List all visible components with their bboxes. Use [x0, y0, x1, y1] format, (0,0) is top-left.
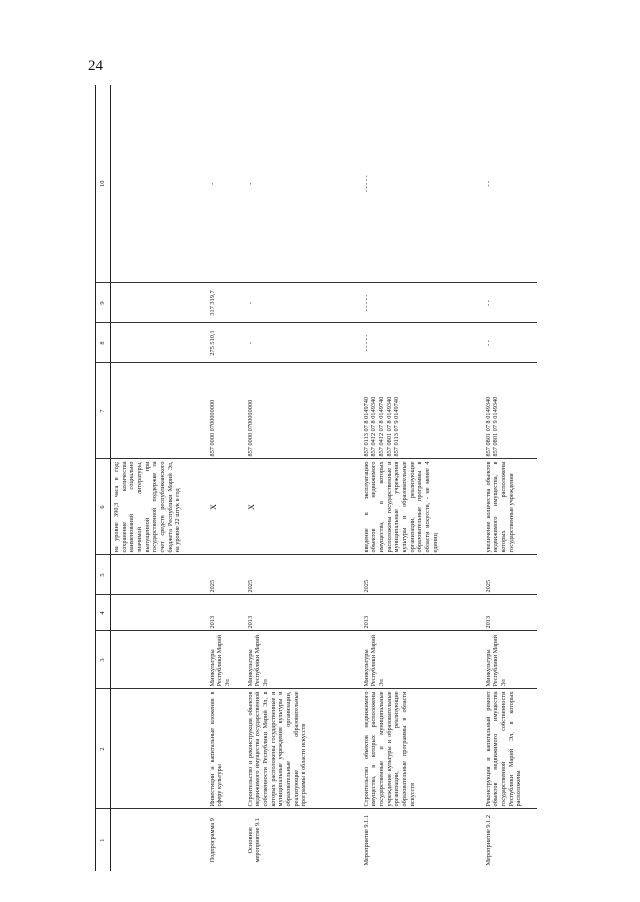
table-row: [207, 85, 245, 871]
row-start-year: 2013: [245, 595, 361, 631]
row-value-8: 275 510,1: [207, 323, 245, 363]
row-codes: [111, 363, 207, 459]
header-cell: 3: [96, 631, 111, 689]
row-end-year: 2025: [361, 555, 483, 595]
row-label: Мероприятие 9.1.2: [484, 815, 492, 866]
row-executor: Минкультуры Республики Марий Эл: [483, 631, 537, 689]
table-row: [245, 85, 361, 871]
row-value-8: - - - - -: [361, 323, 483, 363]
row-start-year: 2013: [361, 595, 483, 631]
budget-code: 857 0801 07 8 0149340: [484, 396, 492, 457]
budget-code: 857 0113 07 8 0149740: [362, 396, 370, 457]
row-label: Подпрограмма 9: [208, 818, 216, 863]
row-result: увеличение количества объектов недвижимого имущества, в которых расположены государственные учреждения: [483, 459, 537, 555]
row-label: [111, 809, 207, 871]
row-value-9: 317 319,7: [207, 283, 245, 323]
row-value-10: -: [207, 85, 245, 283]
row-result: введение в эксплуатацию объектов недвижимого имущества, в которых расположены государственные и муниципальные учреждения культуры и образовательные организации, реализующие образовательные программы в области искусств, - не менее 4 единиц: [361, 459, 483, 555]
rotated-table-container: [95, 85, 545, 871]
header-cell: 6: [96, 459, 111, 555]
header-cell: 5: [96, 555, 111, 595]
budget-code: 857 0000 0700000000: [208, 399, 216, 457]
table-row: [361, 85, 483, 871]
row-result: X: [245, 459, 361, 555]
row-executor: Минкультуры Республики Марий Эл: [361, 631, 483, 689]
row-value-8: - -: [483, 323, 537, 363]
row-codes: [361, 363, 483, 459]
row-title: [111, 689, 207, 809]
header-cell: 1: [96, 809, 111, 871]
row-title: Инвестиции и капитальные вложения в сферу культуры: [207, 689, 245, 809]
table-row: [483, 85, 537, 871]
page-number: 24: [88, 58, 103, 74]
row-value-8: [111, 323, 207, 363]
row-codes: [245, 363, 361, 459]
row-value-10: - -: [483, 85, 537, 283]
row-end-year: 2025: [245, 555, 361, 595]
row-start-year: [111, 595, 207, 631]
row-title: Строительство объектов недвижимого имущества, в которых расположены государственные и муниципальные учреждения культуры и образовательные организации, реализующие образовательные программы в области искусств: [361, 689, 483, 809]
header-cell: 9: [96, 283, 111, 323]
budget-code: 857 0412 07 8 0149740: [377, 396, 385, 457]
row-result: на уровне 390,3 часа в год; сохранение количества наименований социально значимой литературы, выпущенной при государственной поддержке за счет средств республиканского бюджета Республики Марий Эл, на уровне 22 штук в год: [111, 459, 207, 555]
row-value-10: -: [245, 85, 361, 283]
budget-code: 857 0801 07 9 0149340: [492, 396, 500, 457]
budget-code: 857 0113 07 9 0149740: [393, 396, 401, 457]
row-end-year: [111, 555, 207, 595]
header-cell: 10: [96, 85, 111, 283]
row-value-8: -: [245, 323, 361, 363]
row-start-year: 2013: [483, 595, 537, 631]
row-value-9: - -: [483, 283, 537, 323]
row-label: Основное мероприятие 9.1: [246, 818, 262, 863]
row-value-10: - - - - -: [361, 85, 483, 283]
row-end-year: 2025: [483, 555, 537, 595]
program-table: [95, 85, 537, 871]
budget-code: 857 0412 07 8 0149340: [370, 396, 378, 457]
row-title: Строительство и реконструкция объектов недвижимого имущества государственной собственности Республики Марий Эл, в которых расположены государственные и муниципальные учреждения культуры и образовательные организации, реализующие образовательные программы в области искусств: [245, 689, 361, 809]
header-cell: 7: [96, 363, 111, 459]
row-start-year: 2013: [207, 595, 245, 631]
row-label: Мероприятие 9.1.1: [362, 815, 370, 866]
row-value-10: [111, 85, 207, 283]
budget-code: 857 0000 0700000000: [246, 399, 254, 457]
table-row: [111, 85, 207, 871]
budget-code: 857 0801 07 8 0149340: [385, 396, 393, 457]
row-value-9: - - - - -: [361, 283, 483, 323]
row-codes: [207, 363, 245, 459]
row-result: X: [207, 459, 245, 555]
header-cell: 8: [96, 323, 111, 363]
row-executor: Минкультуры Республики Марий Эл: [207, 631, 245, 689]
row-executor: [111, 631, 207, 689]
header-cell: 4: [96, 595, 111, 631]
row-value-9: [111, 283, 207, 323]
row-codes: [483, 363, 537, 459]
header-cell: 2: [96, 689, 111, 809]
row-title: Реконструкция и капитальный ремонт объектов недвижимого имущества государственной собственности Республики Марий Эл, в которых расположены: [483, 689, 537, 809]
header-row: [96, 85, 111, 871]
row-executor: Минкультуры Республики Марий Эл: [245, 631, 361, 689]
row-end-year: 2025: [207, 555, 245, 595]
row-value-9: -: [245, 283, 361, 323]
